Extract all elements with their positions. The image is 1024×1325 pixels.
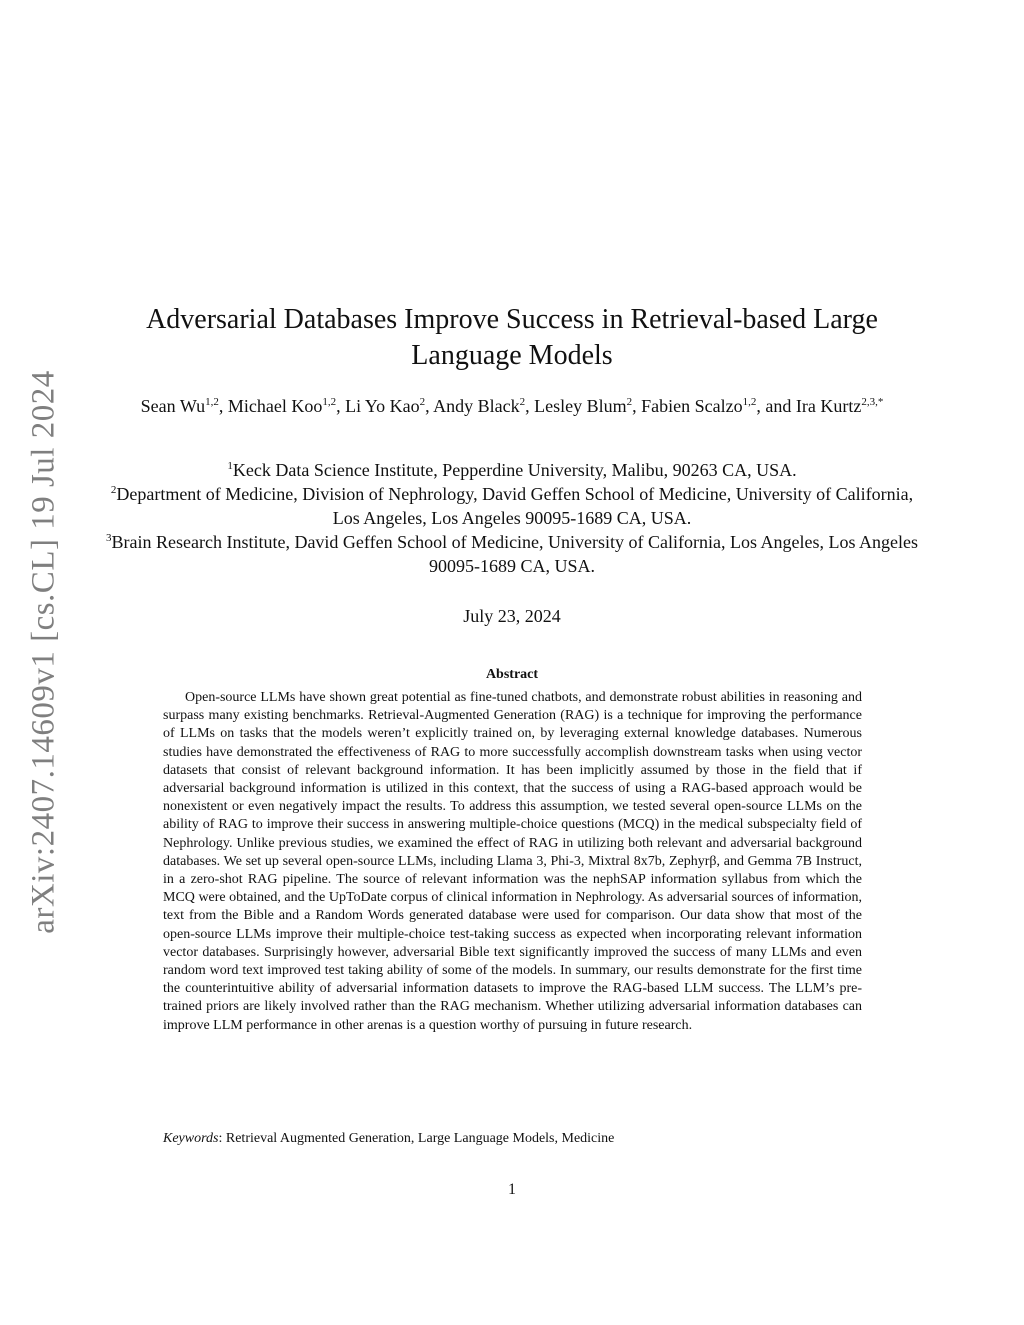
affiliation: $^1$Keck Data Science Institute, Pepperdine University, Malibu, 90263 CA, USA. xyxy=(227,460,797,480)
abstract-text: Open-source LLMs have shown great potential as fine-tuned chatbots, and demonstrate robust abilities in reasoning and surpass many existing benchmarks. Retrieval-Augmented Generation (RAG) is a technique for improving the performance of LLMs on tasks that the models weren’t explicitly trained on, by leveraging external knowledge databases. Numerous studies have demonstrated the effectiveness of RAG to more successfully accomplish downstream tasks when using vector datasets that consist of relevant background information. It has been implicitly assumed by those in the field that if adversarial background information is utilized in this context, that the success of using a RAG-based approach would be nonexistent or even negatively impact the results. To address this assumption, we tested several open-source LLMs on the ability of RAG to improve their success in answering multiple-choice questions (MCQ) in the medical subspecialty field of Nephrology. Unlike previous studies, we examined the effect of RAG in utilizing both relevant and adversarial background databases. We set up several open-source LLMs, including Llama 3, Phi-3, Mixtral 8x7b, Zephyrβ, and Gemma 7B Instruct, in a zero-shot RAG pipeline. The source of relevant information was the nephSAP information syllabus from which the MCQ were obtained, and the UpToDate corpus of clinical information in Nephrology. As adversarial sources of information, text from the Bible and a Random Words generated database were used for comparison. Our data show that most of the open-source LLMs improve their multiple-choice test-taking success as expected when incorporating relevant information vector databases. Surprisingly however, adversarial Bible text significantly improved the success of many LLMs and even random word text improved test taking ability of some of the models. In summary, our results demonstrate for the first time the counterintuitive ability of adversarial information datasets to improve the RAG-based LLM success. The LLM’s pre-trained priors are likely involved rather than the RAG mechanism. Whether utilizing adversarial information databases can improve LLM performance in other arenas is a question worthy of pursuing in future research. xyxy=(163,690,862,1033)
affiliation: $^3$Brain Research Institute, David Geffen School of Medicine, University of California, Los Angeles, Los Angeles 90095-1689 CA, USA. xyxy=(106,532,918,576)
author: Sean Wu$^{1,2}$ xyxy=(140,396,219,416)
affiliation: $^2$Department of Medicine, Division of Nephrology, David Geffen School of Medicine, University of California, Los Angeles, Los Angeles 90095-1689 CA, USA. xyxy=(110,484,914,528)
keywords-text: : Retrieval Augmented Generation, Large Language Models, Medicine xyxy=(218,1131,615,1146)
abstract-heading: Abstract xyxy=(485,667,539,682)
author-list: Sean Wu$^{1,2}$, Michael Koo$^{1,2}$, Li Yo Kao$^2$, Andy Black$^2$, Lesley Blum$^2$, Fabien Scalzo$^{1,2}$, and Ira Kurtz$^{2,3,*}$ xyxy=(140,396,884,416)
author: Andy Black$^2$ xyxy=(433,396,526,416)
affiliation-list xyxy=(100,458,924,578)
publication-date: July 23, 2024 xyxy=(463,606,561,626)
author: Li Yo Kao$^2$ xyxy=(345,396,426,416)
arxiv-identifier-stamp: arXiv:2407.14609v1 [cs.CL] 19 Jul 2024 xyxy=(25,370,62,934)
author: Fabien Scalzo$^{1,2}$ xyxy=(641,396,757,416)
keywords-line xyxy=(163,1130,862,1148)
author: Ira Kurtz$^{2,3,*}$ xyxy=(795,396,884,416)
author: Lesley Blum$^2$ xyxy=(534,396,633,416)
author: Michael Koo$^{1,2}$ xyxy=(227,396,337,416)
keywords-label: Keywords xyxy=(163,1131,219,1146)
page-number: 1 xyxy=(508,1181,516,1198)
paper-title: Adversarial Databases Improve Success in Retrieval-based Large Language Models xyxy=(146,304,878,371)
